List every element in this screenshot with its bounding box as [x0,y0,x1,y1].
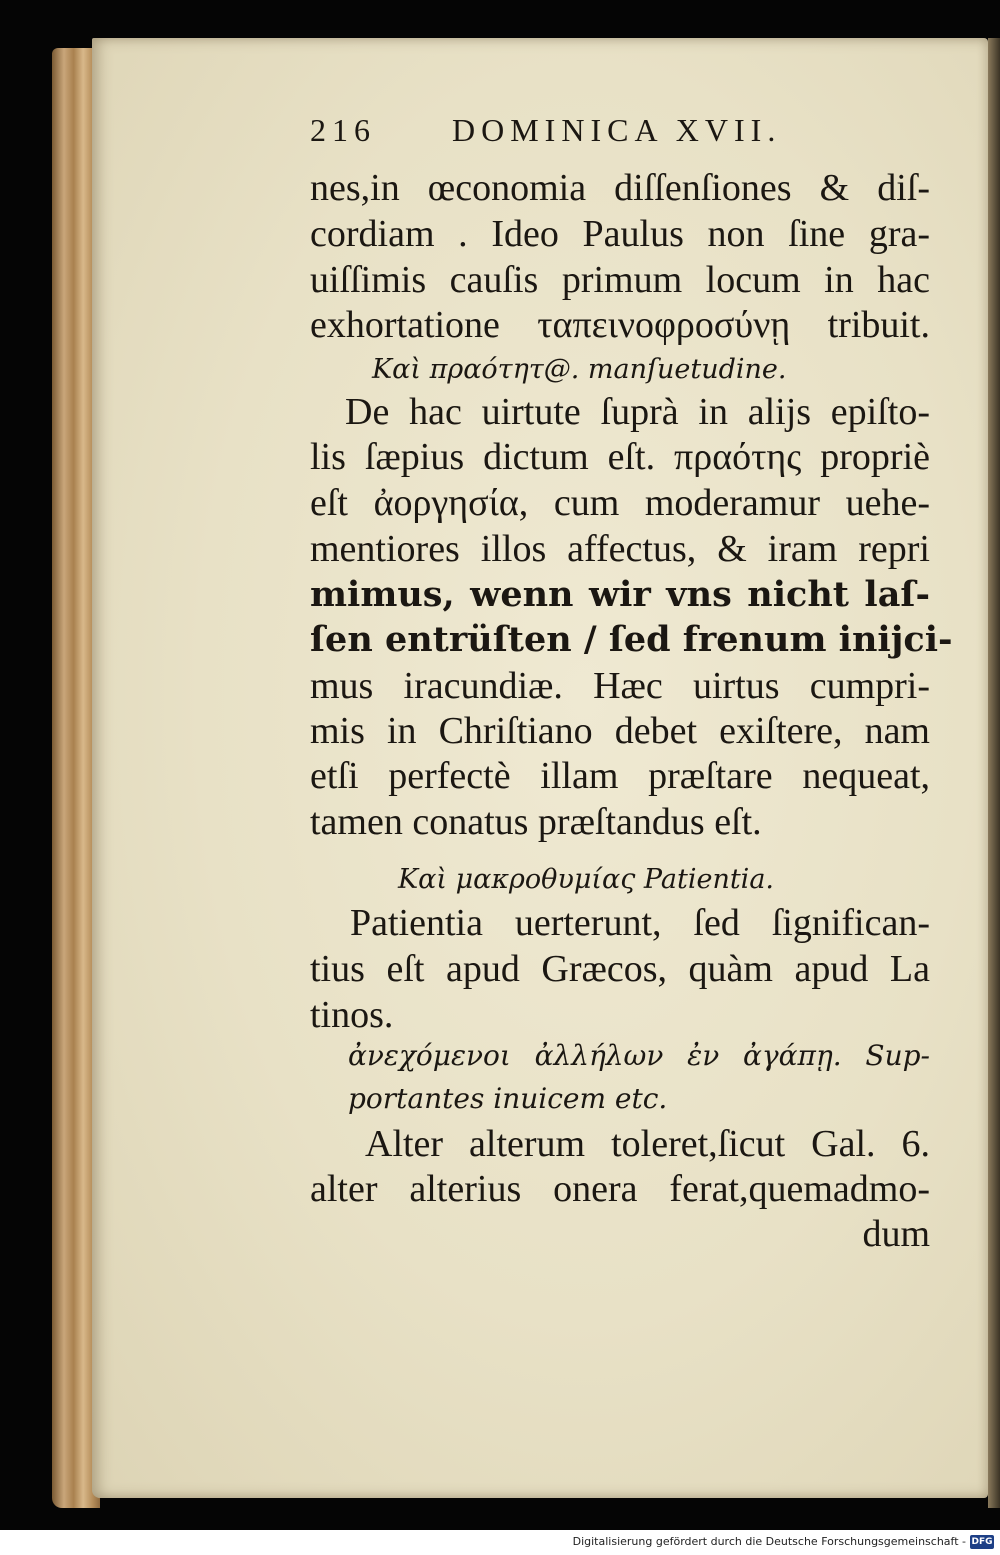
text-line: mus iracundiæ. Hæc uirtus cumpri- [310,665,930,707]
german-text-line: mimus, wenn wir vns nicht laſ- [310,574,930,615]
text-line: etſi perfectè illam præſtare nequeat, [310,755,930,797]
greek-heading: Καὶ πραότητ@. manſuetudine. [372,354,787,385]
text-line: nes,in œconomia diſſenſiones & diſ- [310,167,930,209]
text-line: lis ſæpius dictum eſt. πραότης propriè [310,436,930,478]
text-line: Alter alterum toleret,ſicut Gal. 6. [365,1123,930,1165]
catchword: dum [862,1213,930,1255]
text-line: alter alterius onera ferat,quemadmo- [310,1168,930,1210]
text-line: De hac uirtute ſuprà in alijs epiſto- [345,391,930,433]
citation-translation: portantes inuicem etc. [348,1082,668,1115]
running-header [310,112,930,149]
text-line: eſt ἀοργησία, cum moderamur uehe- [310,482,930,524]
greek-heading: Καὶ μακροθυμίας Patientia. [398,864,774,895]
german-text-line: ſen entrüſten / ſed frenum inijci- [310,619,953,660]
text-line: cordiam . Ideo Paulus non ſine gra- [310,213,930,255]
text-line: Patientia uerterunt, ſed ſignifican- [350,902,930,944]
text-line: tius eſt apud Græcos, quàm apud La [310,948,930,990]
greek-citation: ἀνεχόμενοι ἀλλήλων ἐν ἀγάπῃ. Sup- [348,1039,930,1072]
text-line: mis in Chriſtiano debet exiſtere, nam [310,710,930,752]
text-line: mentiores illos affectus, & iram repri [310,528,930,570]
running-title: DOMINICA XVII. [452,112,782,148]
text-line: tamen conatus præſtandus eſt. [310,801,762,843]
digitization-footer [0,1530,1000,1555]
funding-credit: Digitalisierung gefördert durch die Deutsche Forschungsgemeinschaft - [572,1535,966,1548]
dfg-logo: DFG [971,1537,993,1547]
text-line: tinos. [310,994,394,1036]
gutter-strip [988,38,1000,1508]
text-line: uiſſimis cauſis primum locum in hac [310,259,930,301]
page-number: 216 [310,112,376,148]
text-line: exhortatione ταπεινοφροσύνῃ tribuit. [310,304,930,346]
